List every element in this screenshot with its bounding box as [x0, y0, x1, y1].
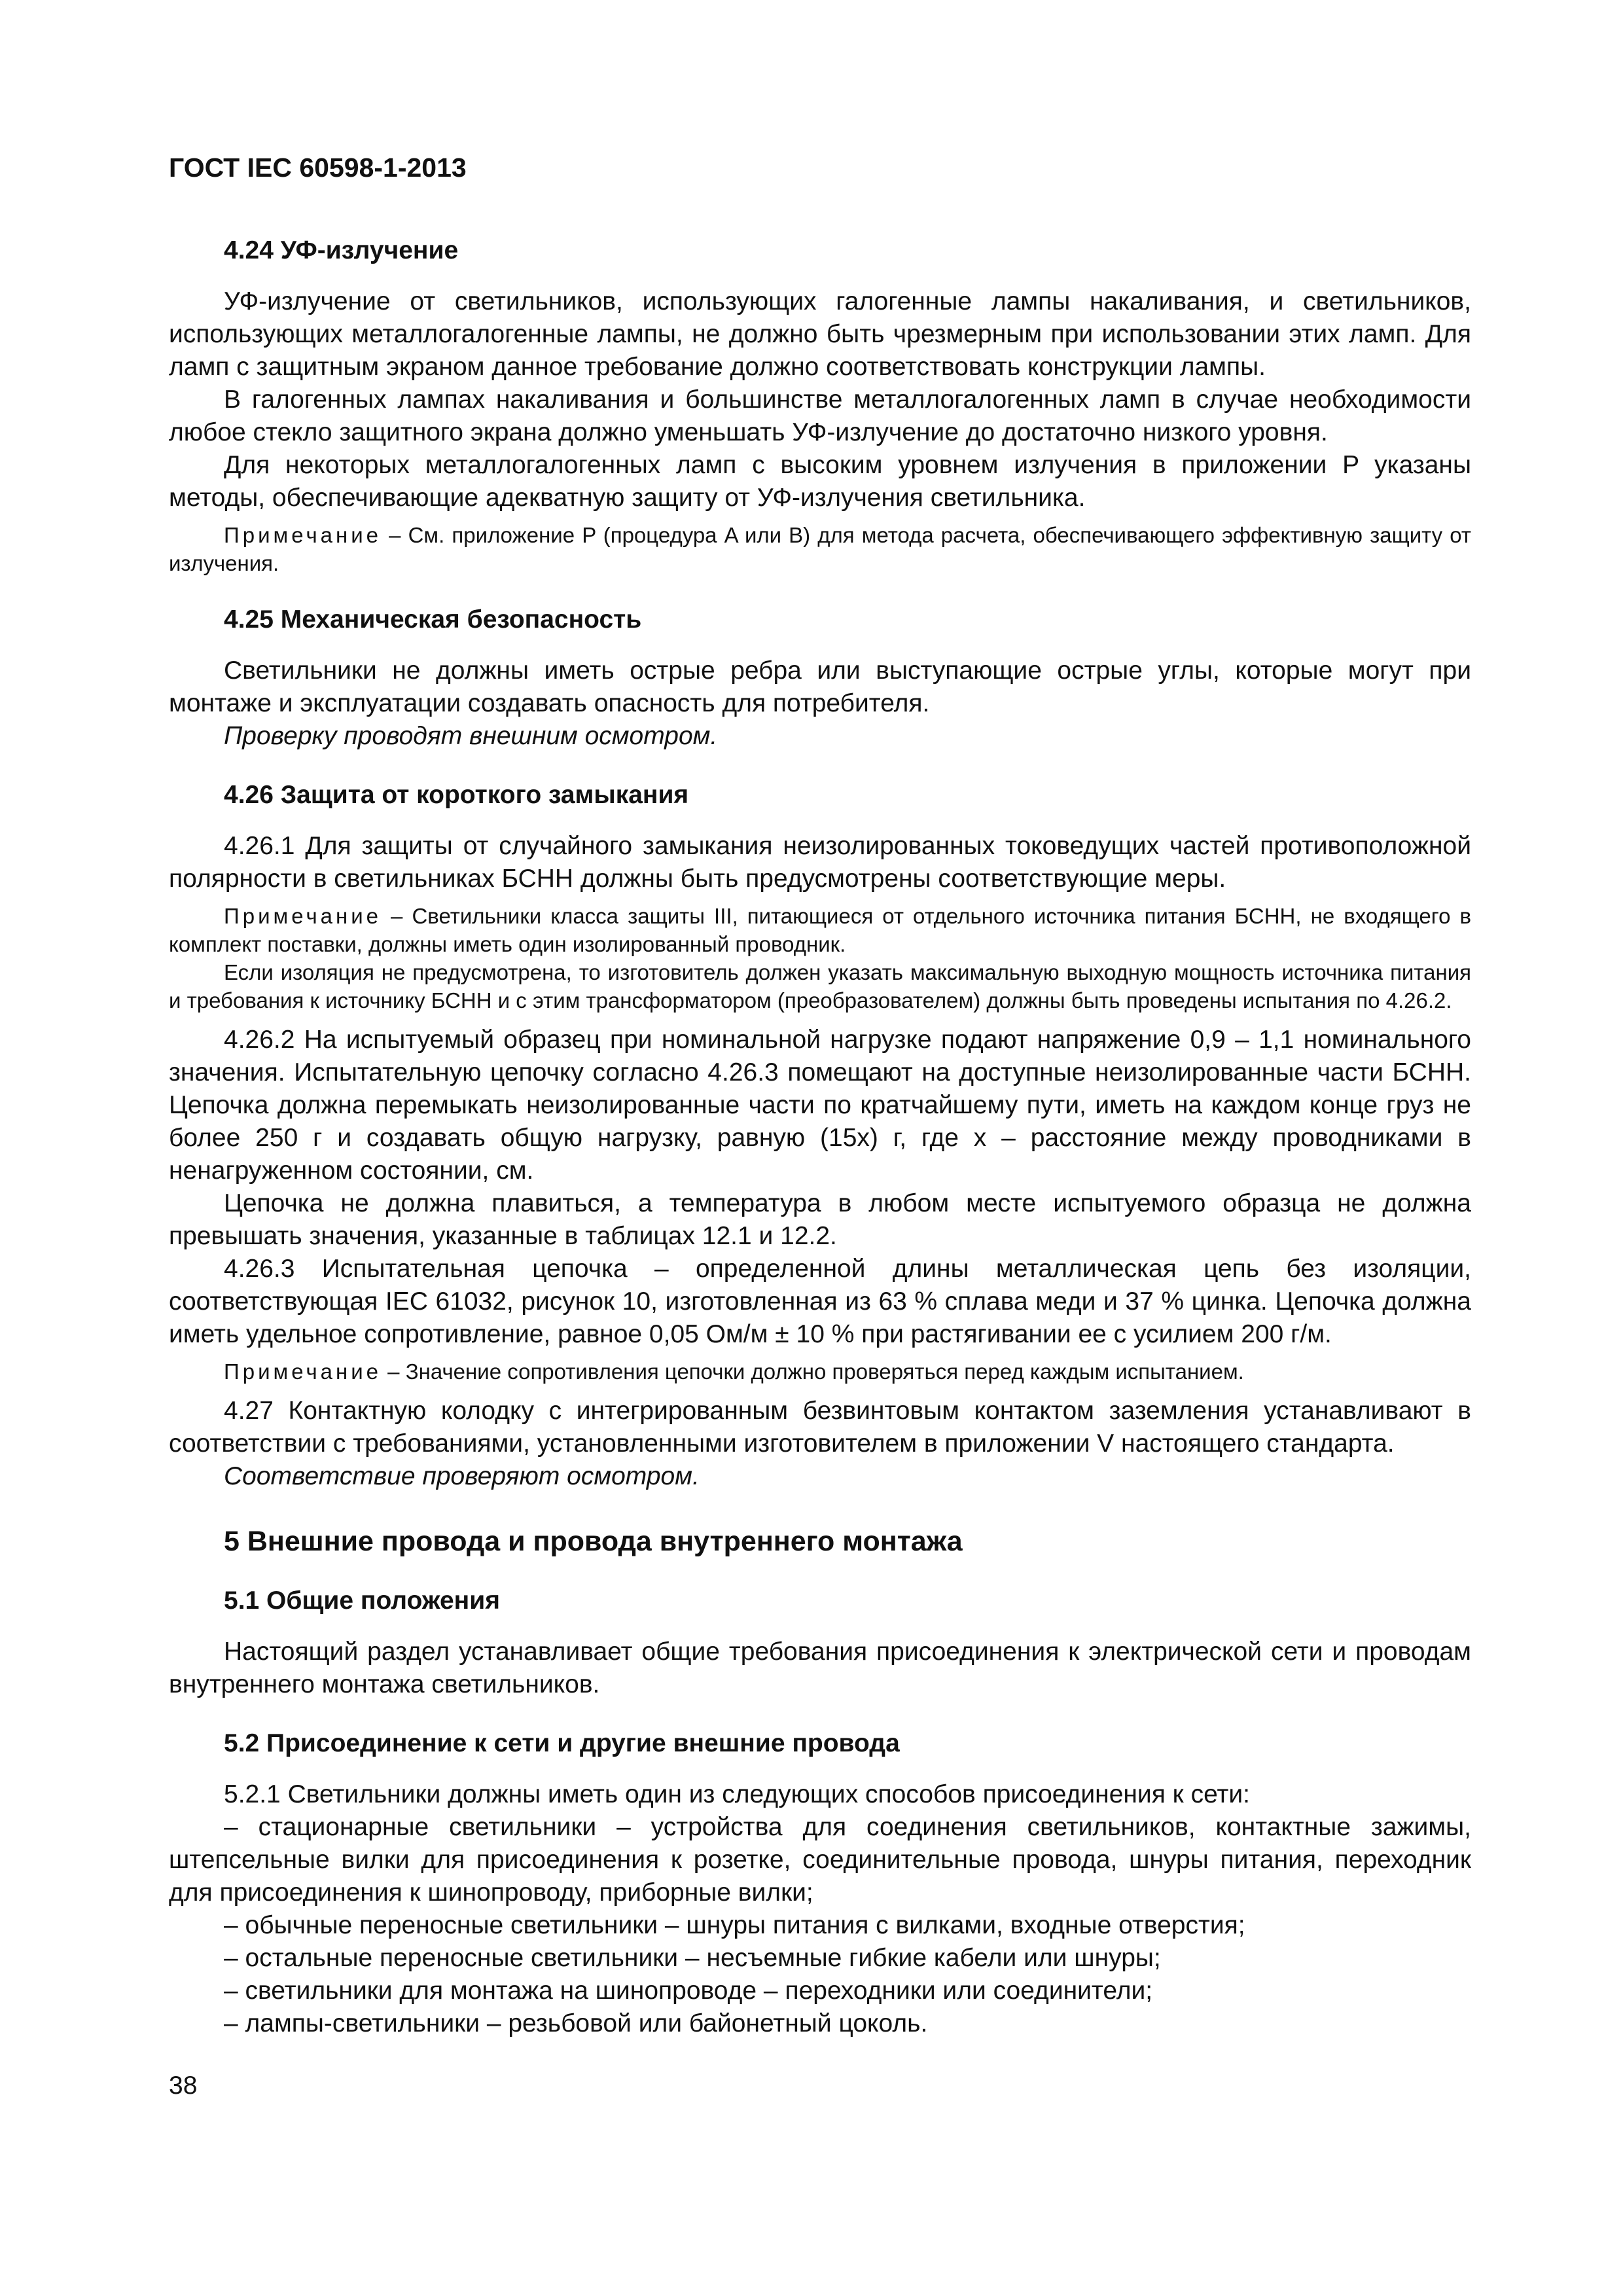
- section-4-25-title: 4.25 Механическая безопасность: [224, 605, 642, 634]
- paragraph: Цепочка не должна плавиться, а температура в любом месте испытуемого образца не должна превышать значения, указанные в таблицах 12.1 и 12.2.: [169, 1189, 1471, 1250]
- note: [169, 902, 1471, 958]
- paragraph: 4.27 Контактную колодку с интегрированным безвинтовым контактом заземления устанавливают в соответствии с требованиями, установленными изготовителем в приложении V настоящего стандарта.: [169, 1397, 1471, 1458]
- page-number: 38: [169, 2072, 198, 2100]
- paragraph: УФ-излучение от светильников, использующих галогенные лампы накаливания, и светильников, использующих металлогалогенные лампы, не должно быть чрезмерным при использовании этих ламп. Для ламп с защитным экраном данное требование должно соответствовать конструкции лампы.: [169, 287, 1471, 381]
- section-4-24-title: 4.24 УФ-излучение: [224, 236, 459, 264]
- note-text: – Светильники класса защиты III, питающиеся от отдельного источника питания БСНН, не входящего в комплект поставки, должны иметь один изолированный проводник.: [169, 904, 1471, 956]
- list-item: – светильники для монтажа на шинопроводе – переходники или соединители;: [224, 1977, 1153, 2005]
- note-text: – Значение сопротивления цепочки должно проверяться перед каждым испытанием.: [382, 1359, 1244, 1384]
- section-4-26-title: 4.26 Защита от короткого замыкания: [224, 781, 689, 809]
- document-header: ГОСТ IEC 60598-1-2013: [169, 152, 467, 183]
- check-text: Соответствие проверяют осмотром.: [224, 1462, 700, 1490]
- note-label: Примечание: [224, 904, 382, 928]
- paragraph: 5.2.1 Светильники должны иметь один из следующих способов присоединения к сети:: [224, 1780, 1250, 1808]
- document-page: [169, 149, 1471, 2040]
- paragraph: 4.26.3 Испытательная цепочка – определенной длины металлическая цепь без изоляции, соответствующая IEC 61032, рисунок 10, изготовленная из 63 % сплава меди и 37 % цинка. Цепочка должна иметь удельное сопротивление, равное 0,05 Ом/м ± 10 % при растягивании ее с усилием 200 г/м.: [169, 1255, 1471, 1348]
- list-item: – остальные переносные светильники – несъемные гибкие кабели или шнуры;: [224, 1944, 1161, 1972]
- list-item: – стационарные светильники – устройства для соединения светильников, контактные зажимы, штепсельные вилки для присоединения к розетке, соединительные провода, шнуры питания, переходник для присоединения к шинопроводу, приборные вилки;: [169, 1813, 1471, 1907]
- section-5-1-title: 5.1 Общие положения: [224, 1587, 500, 1615]
- paragraph: Светильники не должны иметь острые ребра или выступающие острые углы, которые могут при монтаже и эксплуатации создавать опасность для потребителя.: [169, 656, 1471, 717]
- section-5-title: 5 Внешние провода и провода внутреннего монтажа: [224, 1526, 963, 1557]
- note-label: Примечание: [224, 523, 382, 547]
- list-item: – обычные переносные светильники – шнуры питания с вилками, входные отверстия;: [224, 1911, 1245, 1939]
- check-text: Проверку проводят внешним осмотром.: [224, 722, 718, 750]
- note: [169, 521, 1471, 577]
- list-item: – лампы-светильники – резьбовой или байонетный цоколь.: [224, 2009, 928, 2037]
- paragraph: 4.26.1 Для защиты от случайного замыкания неизолированных токоведущих частей противоположной полярности в светильниках БСНН должны быть предусмотрены соответствующие меры.: [169, 832, 1471, 893]
- paragraph: В галогенных лампах накаливания и большинстве металлогалогенных ламп в случае необходимости любое стекло защитного экрана должно уменьшать УФ-излучение до достаточно низкого уровня.: [169, 386, 1471, 446]
- section-5-2-title: 5.2 Присоединение к сети и другие внешние провода: [224, 1729, 900, 1757]
- note: [169, 1357, 1471, 1386]
- note-label: Примечание: [224, 1359, 382, 1384]
- paragraph: Настоящий раздел устанавливает общие требования присоединения к электрической сети и проводам внутреннего монтажа светильников.: [169, 1638, 1471, 1698]
- note-continuation: Если изоляция не предусмотрена, то изготовитель должен указать максимальную выходную мощность источника питания и требования к источнику БСНН и с этим трансформатором (преобразователем) должны быть проведены испытания по 4.26.2.: [169, 960, 1471, 1013]
- paragraph: 4.26.2 На испытуемый образец при номинальной нагрузке подают напряжение 0,9 – 1,1 номинального значения. Испытательную цепочку согласно 4.26.3 помещают на доступные неизолированные части БСНН. Цепочка должна перемыкать неизолированные части по кратчайшему пути, иметь на каждом конце груз не более 250 г и создавать общую нагрузку, равную (15х) г, где х – расстояние между проводниками в ненагруженном состоянии, см.: [169, 1026, 1471, 1185]
- paragraph: Для некоторых металлогалогенных ламп с высоким уровнем излучения в приложении P указаны методы, обеспечивающие адекватную защиту от УФ-излучения светильника.: [169, 451, 1471, 512]
- note-text: – См. приложение P (процедура A или B) для метода расчета, обеспечивающего эффективную защиту от излучения.: [169, 523, 1471, 575]
